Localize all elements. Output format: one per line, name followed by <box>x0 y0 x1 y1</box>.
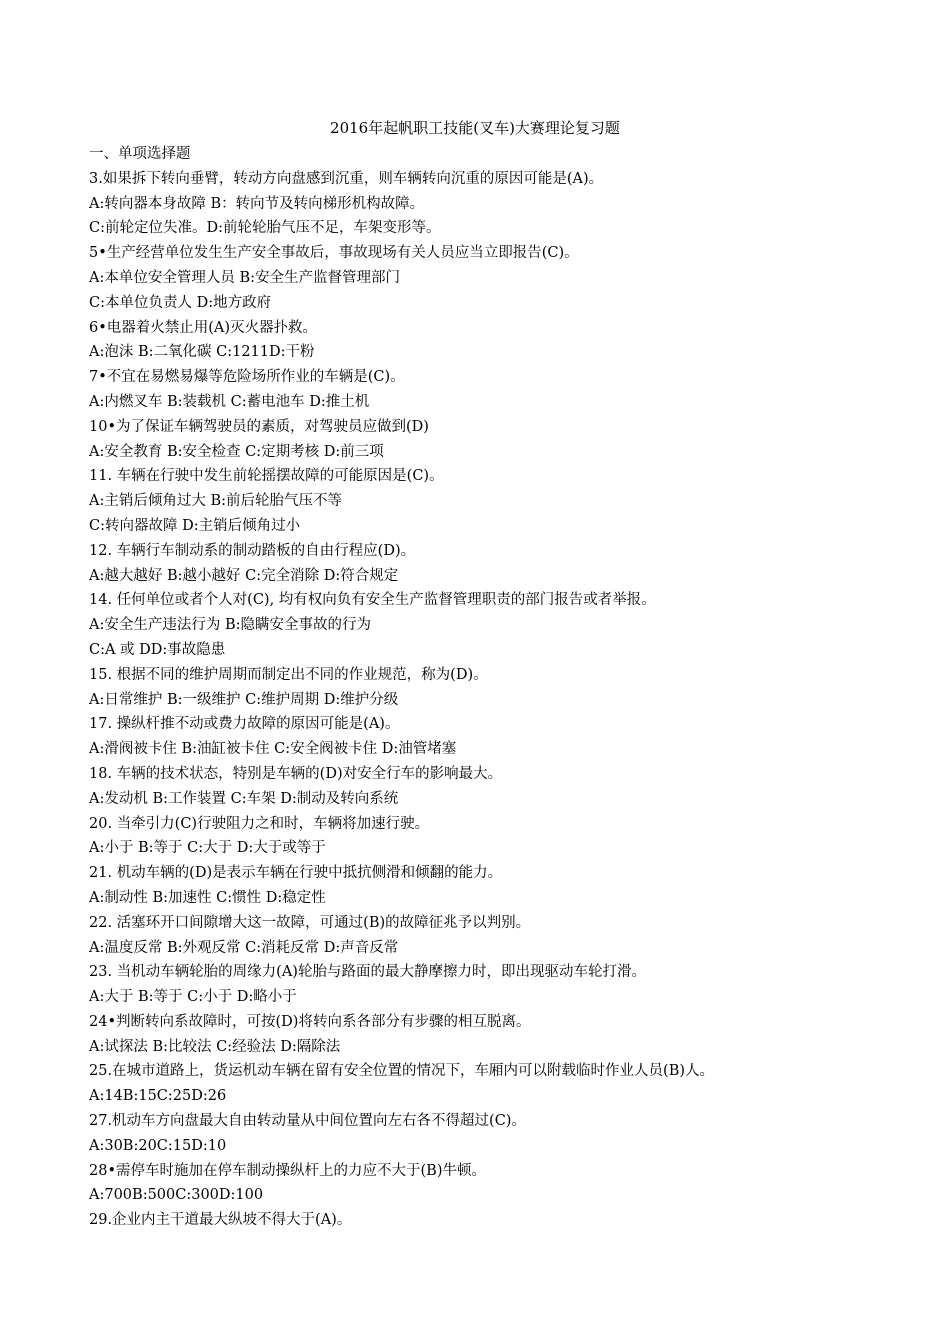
question-22-options: A:温度反常 B:外观反常 C:消耗反常 D:声音反常 <box>89 939 399 956</box>
question-5-options-1: A:本单位安全管理人员 B:安全生产监督管理部门 <box>89 269 401 286</box>
question-25-options: A:14B:15C:25D:26 <box>89 1088 227 1105</box>
question-3-options-1: A:转向器本身故障 B：转向节及转向梯形机构故障。 <box>89 195 425 212</box>
question-24: 24•判断转向系故障时，可按(D)将转向系各部分有步骤的相互脱离。 <box>89 1013 531 1030</box>
question-7: 7•不宜在易燃易爆等危险场所作业的车辆是(C)。 <box>89 369 405 386</box>
question-25: 25.在城市道路上，货运机动车辆在留有安全位置的情况下，车厢内可以附载临时作业人员(B)人。 <box>89 1063 715 1080</box>
question-14: 14. 任何单位或者个人对(C), 均有权向负有安全生产监督管理职责的部门报告或者举报。 <box>89 592 656 609</box>
question-12: 12. 车辆行车制动系的制动踏板的自由行程应(D)。 <box>89 542 416 559</box>
question-10-options: A:安全教育 B:安全检查 C:定期考核 D:前三项 <box>89 443 384 460</box>
question-6-options: A:泡沫 B:二氧化碳 C:1211D:干粉 <box>89 344 315 361</box>
question-15: 15. 根据不同的维护周期而制定出不同的作业规范，称为(D)。 <box>89 666 488 683</box>
question-20-options: A:小于 B:等于 C:大于 D:大于或等于 <box>89 840 326 857</box>
question-18: 18. 车辆的技术状态，特别是车辆的(D)对安全行车的影响最大。 <box>89 765 503 782</box>
question-28: 28•需停车时施加在停车制动操纵杆上的力应不大于(B)牛顿。 <box>89 1162 486 1179</box>
question-11-options-1: A:主销后倾角过大 B:前后轮胎气压不等 <box>89 493 343 510</box>
question-24-options: A:试探法 B:比较法 C:经验法 D:隔除法 <box>89 1038 341 1055</box>
question-23-options: A:大于 B:等于 C:小于 D:略小于 <box>89 989 297 1006</box>
question-14-options-1: A:安全生产违法行为 B:隐瞒安全事故的行为 <box>89 617 372 634</box>
question-18-options: A:发动机 B:工作装置 C:车架 D:制动及转向系统 <box>89 790 399 807</box>
question-28-options: A:700B:500C:300D:100 <box>89 1187 264 1204</box>
question-15-options: A:日常维护 B:一级维护 C:维护周期 D:维护分级 <box>89 691 399 708</box>
question-23: 23. 当机动车辆轮胎的周缘力(A)轮胎与路面的最大静摩擦力时，即出现驱动车轮打滑。 <box>89 964 646 981</box>
question-10: 10•为了保证车辆驾驶员的素质，对驾驶员应做到(D) <box>89 418 429 435</box>
question-21-options: A:制动性 B:加速性 C:惯性 D:稳定性 <box>89 889 326 906</box>
question-3-options-2: C:前轮定位失准。D:前轮轮胎气压不足，车架变形等。 <box>89 220 441 237</box>
question-20: 20. 当牵引力(C)行驶阻力之和时，车辆将加速行驶。 <box>89 815 430 832</box>
question-22: 22. 活塞环开口间隙增大这一故障，可通过(B)的故障征兆予以判别。 <box>89 914 531 931</box>
question-12-options: A:越大越好 B:越小越好 C:完全消除 D:符合规定 <box>89 567 399 584</box>
question-list <box>89 142 929 1233</box>
document-title: 2016年起帆职工技能(叉车)大赛理论复习题 <box>330 119 620 137</box>
section-heading: 一、单项选择题 <box>89 146 191 162</box>
question-11-options-2: C:转向器故障 D:主销后倾角过小 <box>89 517 301 534</box>
question-3: 3.如果拆下转向垂臂，转动方向盘感到沉重，则车辆转向沉重的原因可能是(A)。 <box>89 170 604 187</box>
question-17: 17. 操纵杆推不动或费力故障的原因可能是(A)。 <box>89 716 400 733</box>
question-14-options-2: C:A 或 DD:事故隐患 <box>89 641 226 658</box>
question-6: 6•电器着火禁止用(A)灭火器扑救。 <box>89 319 318 336</box>
question-27-options: A:30B:20C:15D:10 <box>89 1137 227 1154</box>
question-11: 11. 车辆在行驶中发生前轮摇摆故障的可能原因是(C)。 <box>89 468 444 485</box>
question-27: 27.机动车方向盘最大自由转动量从中间位置向左右各不得超过(C)。 <box>89 1113 526 1130</box>
question-5: 5•生产经营单位发生生产安全事故后，事故现场有关人员应当立即报告(C)。 <box>89 245 579 262</box>
question-29: 29.企业内主干道最大纵坡不得大于(A)。 <box>89 1212 352 1229</box>
question-5-options-2: C:本单位负责人 D:地方政府 <box>89 294 272 311</box>
question-21: 21. 机动车辆的(D)是表示车辆在行驶中抵抗侧滑和倾翻的能力。 <box>89 865 503 882</box>
question-17-options: A:滑阀被卡住 B:油缸被卡住 C:安全阀被卡住 D:油管堵塞 <box>89 741 457 758</box>
question-7-options: A:内燃叉车 B:装载机 C:蓄电池车 D:推土机 <box>89 393 370 410</box>
